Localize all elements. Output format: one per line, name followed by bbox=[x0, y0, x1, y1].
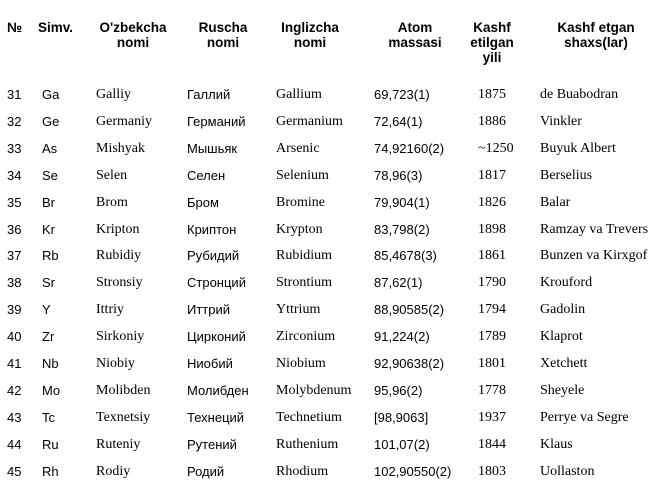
table-row bbox=[0, 383, 672, 410]
cell-atomic-mass: 87,62(1) bbox=[374, 275, 423, 291]
cell-number: 33 bbox=[7, 140, 22, 156]
cell-atomic-mass: 88,90585(2) bbox=[374, 302, 445, 318]
cell-uzbek-name: Brom bbox=[96, 194, 128, 210]
table-row bbox=[0, 195, 672, 222]
cell-russian-name: Галлий bbox=[187, 87, 231, 102]
cell-atomic-mass: 83,798(2) bbox=[374, 221, 430, 237]
cell-uzbek-name: Kripton bbox=[96, 221, 140, 237]
cell-english-name: Rhodium bbox=[276, 463, 329, 479]
cell-symbol: Kr bbox=[42, 221, 55, 237]
cell-discoverers: Perrye va Segre bbox=[540, 409, 629, 425]
cell-uzbek-name: Rodiy bbox=[96, 463, 131, 479]
cell-uzbek-name: Galliy bbox=[96, 87, 131, 102]
cell-russian-name: Мышьяк bbox=[187, 140, 238, 156]
cell-atomic-mass: 85,4678(3) bbox=[374, 248, 437, 264]
cell-number: 38 bbox=[7, 275, 22, 291]
cell-discovery-year: 1801 bbox=[478, 356, 506, 371]
cell-english-name: Molybdenum bbox=[276, 382, 352, 398]
cell-atomic-mass: 95,96(2) bbox=[374, 382, 423, 398]
cell-russian-name: Родий bbox=[187, 463, 225, 479]
cell-uzbek-name: Niobiy bbox=[96, 356, 135, 371]
cell-russian-name: Ниобий bbox=[187, 356, 233, 371]
cell-discoverers: Gadolin bbox=[540, 302, 586, 318]
cell-uzbek-name: Stronsiy bbox=[96, 275, 143, 291]
cell-atomic-mass: 78,96(3) bbox=[374, 167, 423, 183]
cell-russian-name: Криптон bbox=[187, 221, 237, 237]
cell-russian-name: Бром bbox=[187, 194, 219, 210]
cell-discoverers: Balar bbox=[540, 194, 571, 210]
cell-discovery-year: 1937 bbox=[478, 409, 506, 425]
cell-discovery-year: 1844 bbox=[478, 436, 506, 452]
table-row bbox=[0, 141, 672, 168]
cell-discoverers: Xetchett bbox=[540, 356, 588, 371]
cell-symbol: Mo bbox=[42, 382, 61, 398]
cell-discovery-year: 1794 bbox=[478, 302, 506, 318]
cell-discoverers: Berselius bbox=[540, 167, 593, 183]
cell-russian-name: Цирконий bbox=[187, 329, 246, 345]
cell-number: 34 bbox=[7, 167, 22, 183]
cell-number: 42 bbox=[7, 382, 22, 398]
header-number: № bbox=[7, 20, 23, 35]
header-discoverers: Kashf etgan shaxs(lar) bbox=[557, 20, 635, 50]
cell-discoverers: Klaprot bbox=[540, 329, 583, 345]
cell-uzbek-name: Mishyak bbox=[96, 140, 145, 156]
table-row bbox=[0, 168, 672, 195]
header-discovery-year: Kashf etilgan yili bbox=[470, 20, 514, 65]
cell-number: 31 bbox=[7, 87, 22, 102]
header-symbol: Simv. bbox=[38, 20, 74, 35]
cell-english-name: Selenium bbox=[276, 167, 329, 183]
cell-atomic-mass: 72,64(1) bbox=[374, 113, 423, 129]
cell-number: 39 bbox=[7, 302, 22, 318]
cell-discovery-year: 1886 bbox=[478, 113, 506, 129]
cell-discoverers: Buyuk Albert bbox=[540, 140, 616, 156]
table-row bbox=[0, 410, 672, 437]
cell-russian-name: Рубидий bbox=[187, 248, 240, 264]
cell-english-name: Germanium bbox=[276, 113, 343, 129]
cell-atomic-mass: 102,90550(2) bbox=[374, 463, 452, 479]
table-row bbox=[0, 329, 672, 356]
cell-number: 43 bbox=[7, 409, 22, 425]
cell-uzbek-name: Ruteniy bbox=[96, 436, 141, 452]
cell-english-name: Gallium bbox=[276, 87, 322, 102]
cell-symbol: Y bbox=[42, 302, 51, 318]
cell-symbol: Se bbox=[42, 167, 58, 183]
cell-number: 35 bbox=[7, 194, 22, 210]
cell-english-name: Yttrium bbox=[276, 302, 321, 318]
cell-uzbek-name: Rubidiy bbox=[96, 248, 142, 264]
cell-symbol: Zr bbox=[42, 329, 55, 345]
cell-symbol: Br bbox=[42, 194, 55, 210]
cell-english-name: Krypton bbox=[276, 221, 323, 237]
cell-english-name: Bromine bbox=[276, 194, 325, 210]
cell-atomic-mass: 92,90638(2) bbox=[374, 356, 445, 371]
cell-discoverers: Krouford bbox=[540, 275, 593, 291]
cell-uzbek-name: Molibden bbox=[96, 382, 151, 398]
cell-russian-name: Иттрий bbox=[187, 302, 231, 318]
cell-discovery-year: 1898 bbox=[478, 221, 506, 237]
cell-english-name: Niobium bbox=[276, 356, 326, 371]
cell-discoverers: de Buabodran bbox=[540, 87, 619, 102]
cell-english-name: Strontium bbox=[276, 275, 333, 291]
cell-discovery-year: 1817 bbox=[478, 167, 506, 183]
cell-symbol: As bbox=[42, 140, 58, 156]
cell-discovery-year: 1778 bbox=[478, 382, 506, 398]
cell-discovery-year: 1861 bbox=[478, 248, 506, 264]
cell-russian-name: Рутений bbox=[187, 436, 237, 452]
cell-symbol: Rh bbox=[42, 463, 59, 479]
cell-symbol: Ga bbox=[42, 87, 60, 102]
cell-atomic-mass: 91,224(2) bbox=[374, 329, 430, 345]
cell-discovery-year: ~1250 bbox=[478, 140, 514, 156]
cell-discovery-year: 1790 bbox=[478, 275, 506, 291]
cell-discoverers: Sheyele bbox=[540, 382, 585, 398]
header-atomic-mass: Atom massasi bbox=[388, 20, 442, 50]
cell-number: 41 bbox=[7, 356, 22, 371]
cell-uzbek-name: Ittriy bbox=[96, 302, 124, 318]
table-row bbox=[0, 437, 672, 464]
cell-symbol: Tc bbox=[42, 409, 55, 425]
cell-uzbek-name: Germaniy bbox=[96, 113, 152, 129]
header-english-name: Inglizcha nomi bbox=[281, 20, 339, 50]
cell-number: 32 bbox=[7, 113, 22, 129]
cell-uzbek-name: Sirkoniy bbox=[96, 329, 145, 345]
cell-english-name: Ruthenium bbox=[276, 436, 339, 452]
cell-number: 40 bbox=[7, 329, 22, 345]
cell-discoverers: Vinkler bbox=[540, 113, 582, 129]
cell-russian-name: Технеций bbox=[187, 409, 245, 425]
cell-atomic-mass: 101,07(2) bbox=[374, 436, 430, 452]
cell-english-name: Technetium bbox=[276, 409, 342, 425]
table-row bbox=[0, 114, 672, 141]
cell-atomic-mass: 69,723(1) bbox=[374, 87, 430, 102]
cell-number: 36 bbox=[7, 221, 22, 237]
cell-number: 37 bbox=[7, 248, 22, 264]
cell-number: 44 bbox=[7, 436, 22, 452]
cell-discovery-year: 1789 bbox=[478, 329, 506, 345]
cell-uzbek-name: Selen bbox=[96, 167, 128, 183]
cell-english-name: Arsenic bbox=[276, 140, 320, 156]
cell-russian-name: Германий bbox=[187, 113, 246, 129]
cell-discoverers: Bunzen va Kirxgof bbox=[540, 248, 648, 264]
table-row bbox=[0, 356, 672, 383]
table-row bbox=[0, 464, 672, 491]
table-row bbox=[0, 248, 672, 275]
cell-russian-name: Молибден bbox=[187, 382, 249, 398]
cell-symbol: Ge bbox=[42, 113, 60, 129]
cell-uzbek-name: Texnetsiy bbox=[96, 409, 151, 425]
cell-symbol: Rb bbox=[42, 248, 59, 264]
cell-discoverers: Uollaston bbox=[540, 463, 595, 479]
cell-english-name: Rubidium bbox=[276, 248, 333, 264]
cell-symbol: Ru bbox=[42, 436, 59, 452]
cell-atomic-mass: [98,9063] bbox=[374, 409, 429, 425]
cell-symbol: Nb bbox=[42, 356, 59, 371]
cell-atomic-mass: 79,904(1) bbox=[374, 194, 430, 210]
table-row bbox=[0, 275, 672, 302]
cell-number: 45 bbox=[7, 463, 22, 479]
header-russian-name: Ruscha nomi bbox=[198, 20, 248, 50]
table-row bbox=[0, 302, 672, 329]
cell-english-name: Zirconium bbox=[276, 329, 336, 345]
table-row bbox=[0, 222, 672, 249]
cell-discovery-year: 1826 bbox=[478, 194, 506, 210]
cell-discovery-year: 1803 bbox=[478, 463, 506, 479]
cell-discovery-year: 1875 bbox=[478, 87, 506, 102]
cell-discoverers: Klaus bbox=[540, 436, 573, 452]
cell-atomic-mass: 74,92160(2) bbox=[374, 140, 445, 156]
cell-russian-name: Селен bbox=[187, 167, 226, 183]
cell-discoverers: Ramzay va Trevers bbox=[540, 221, 649, 237]
header-uzbek-name: O'zbekcha nomi bbox=[99, 20, 167, 50]
table-row bbox=[0, 87, 672, 114]
cell-russian-name: Стронций bbox=[187, 275, 246, 291]
cell-symbol: Sr bbox=[42, 275, 55, 291]
